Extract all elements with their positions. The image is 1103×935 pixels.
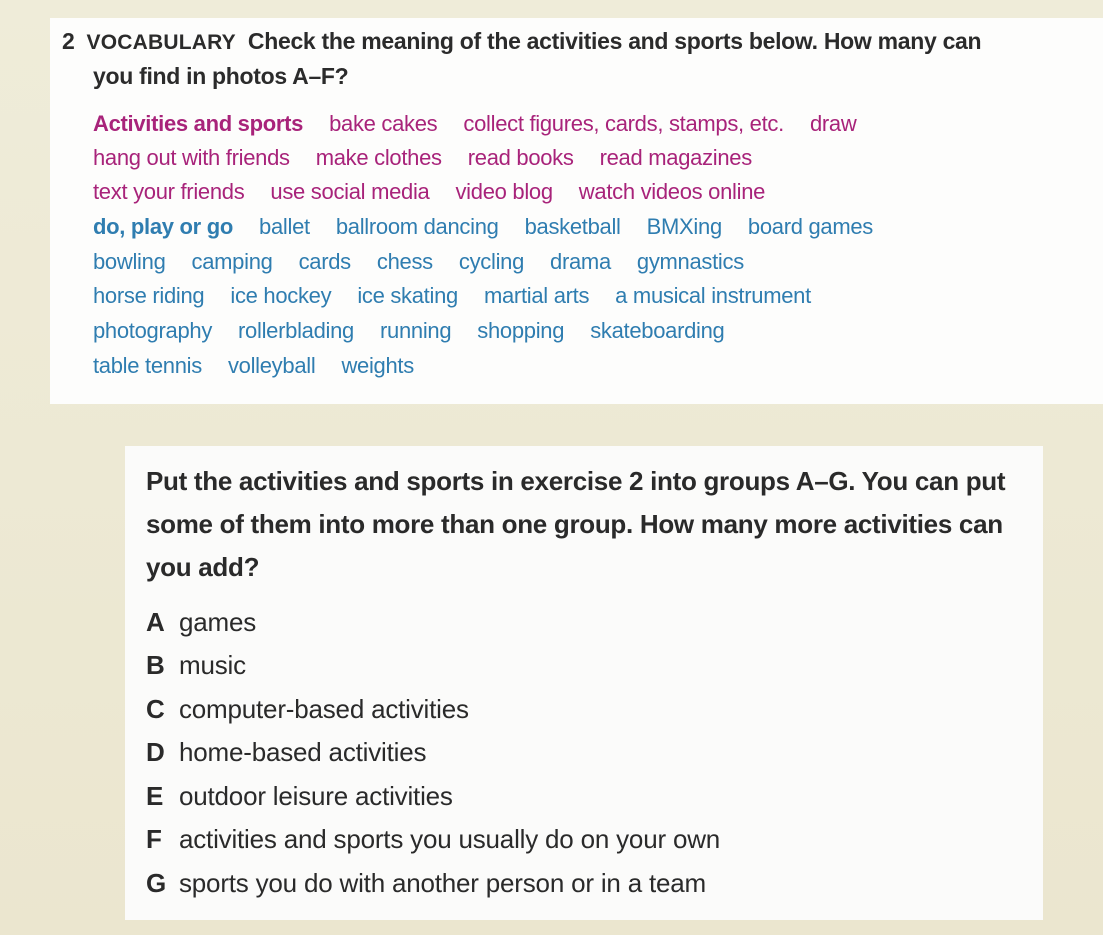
sport-word: camping (191, 249, 273, 274)
sport-word: chess (376, 249, 433, 274)
group-text: music (179, 650, 246, 680)
activity-word: read magazines (599, 145, 752, 170)
activity-word: make clothes (315, 145, 442, 170)
sport-word: gymnastics (636, 249, 744, 274)
sport-word: weights (341, 353, 414, 378)
sport-word: cycling (458, 249, 525, 274)
exercise-2-card (50, 18, 1103, 404)
sports-row-3 (93, 283, 837, 309)
vocabulary-label: VOCABULARY (86, 31, 236, 54)
sport-word: BMXing (646, 214, 722, 239)
sports-row-5 (93, 353, 440, 379)
activity-word: use social media (270, 179, 430, 204)
group-text: home-based activities (179, 737, 427, 767)
activity-word: read books (467, 145, 574, 170)
sport-word: martial arts (483, 283, 590, 308)
group-letter: F (146, 824, 162, 854)
group-letter: A (146, 607, 165, 637)
group-item (146, 868, 706, 899)
exercise-3-instruction: Put the activities and sports in exercise 2 into groups A–G. You can put some of them into more than one group. How many more activities can you add? (146, 466, 1006, 582)
group-letter: D (146, 737, 165, 767)
sport-word: board games (747, 214, 874, 239)
activity-word: video blog (455, 179, 553, 204)
sport-word: running (379, 318, 452, 343)
sport-word: rollerblading (238, 318, 354, 343)
sport-word: ballroom dancing (335, 214, 499, 239)
group-letter: B (146, 650, 165, 680)
group-letter: E (146, 781, 164, 811)
sport-word: cards (298, 249, 351, 274)
group-text: activities and sports you usually do on your own (179, 824, 721, 854)
sport-word: ice hockey (230, 283, 332, 308)
exercise-3-card (125, 446, 1043, 920)
activity-word: draw (809, 111, 857, 136)
activity-word: bake cakes (329, 111, 438, 136)
sport-word: table tennis (93, 353, 202, 378)
activity-word: collect figures, cards, stamps, etc. (463, 111, 784, 136)
activity-word: watch videos online (578, 179, 766, 204)
group-text: sports you do with another person or in a team (179, 868, 706, 898)
sport-word: a musical instrument (615, 283, 811, 308)
sports-row-1 (93, 214, 899, 240)
group-item (146, 824, 720, 855)
group-text: outdoor leisure activities (179, 781, 453, 811)
activity-word: hang out with friends (93, 145, 290, 170)
sport-word: horse riding (93, 283, 205, 308)
group-text: computer-based activities (179, 694, 469, 724)
exercise-number: 2 (62, 28, 75, 54)
sport-word: photography (93, 318, 213, 343)
activities-row-2 (93, 145, 778, 171)
sport-word: basketball (524, 214, 621, 239)
sport-word: shopping (477, 318, 565, 343)
group-item (146, 694, 469, 725)
sport-word: bowling (93, 249, 166, 274)
question-line-2: you find in photos A–F? (93, 63, 349, 89)
sport-word: skateboarding (590, 318, 725, 343)
activities-row-1 (93, 111, 882, 137)
activities-heading: Activities and sports (93, 111, 304, 136)
sports-row-2 (93, 249, 770, 275)
sport-word: volleyball (227, 353, 316, 378)
group-letter: C (146, 694, 165, 724)
sports-row-4 (93, 318, 751, 344)
activities-row-3 (93, 179, 791, 205)
group-item (146, 737, 426, 768)
group-item (146, 607, 256, 638)
sport-word: ballet (259, 214, 310, 239)
sports-heading: do, play or go (93, 214, 234, 239)
group-item (146, 650, 246, 681)
sport-word: drama (550, 249, 611, 274)
group-text: games (179, 607, 257, 637)
group-letter: G (146, 868, 167, 898)
group-item (146, 781, 453, 812)
activity-word: text your friends (93, 179, 245, 204)
question-line-1 (62, 28, 981, 55)
sport-word: ice skating (357, 283, 458, 308)
question-text: Check the meaning of the activities and sports below. How many can (247, 28, 982, 54)
